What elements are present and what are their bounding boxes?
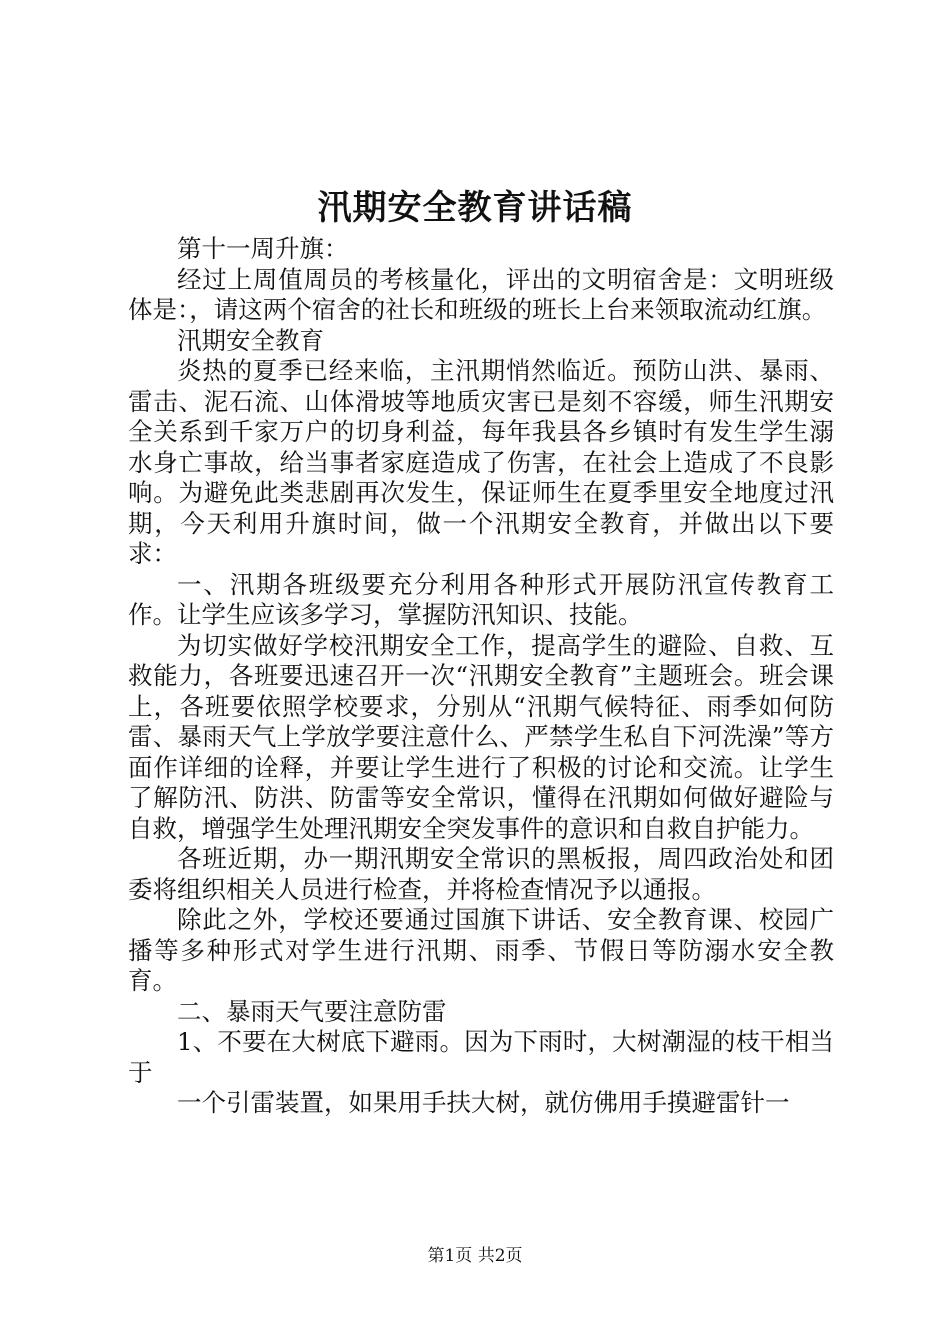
- document-title: 汛期安全教育讲话稿: [317, 188, 633, 228]
- paragraph-summer-warning: 炎热的夏季已经来临，主汛期悄然临近。预防山洪、暴雨、雷击、泥石流、山体滑坡等地质灾害已是刻不容缓，师生汛期安全关系到千家万户的切身利益，每年我县各乡镇时有发生学生溺水身亡事故，给当事者家庭造成了伤害，在社会上造成了不良影响。为避免此类悲剧再次发生，保证师生在夏季里安全地度过汛期，今天利用升旗时间，做一个汛期安全教育，并做出以下要求：: [128, 356, 834, 568]
- paragraph-tree-warning: 1、不要在大树底下避雨。因为下雨时，大树潮湿的枝干相当于: [128, 1027, 834, 1087]
- section-heading-flood-safety: 汛期安全教育: [177, 325, 324, 355]
- paragraph-lightning-rod: 一个引雷装置，如果用手扶大树，就仿佛用手摸避雷针一: [177, 1088, 790, 1117]
- paragraph-class-meeting: 为切实做好学校汛期安全工作，提高学生的避险、自救、互救能力，各班要迅速召开一次“汛期安全教育”主题班会。班会课上，各班要依照学校要求，分别从“汛期气候特征、雨季如何防雷、暴雨天气上学放学要注意什么、严禁学生私自下河洗澡”等方面作详细的诠释，并要让学生进行了积极的讨论和交流。让学生了解防汛、防洪、防雷等安全常识，懂得在汛期如何做好避险与自救，增强学生处理汛期安全突发事件的意识和自救自护能力。: [128, 630, 834, 843]
- section-heading-lightning: 二、暴雨天气要注意防雷: [177, 996, 447, 1026]
- paragraph-blackboard: 各班近期，办一期汛期安全常识的黑板报，周四政治处和团委将组织相关人员进行检查，并将检查情况予以通报。: [128, 844, 834, 904]
- paragraph-intro: 第十一周升旗：: [177, 234, 349, 263]
- paragraph-requirement-one: 一、汛期各班级要充分利用各种形式开展防汛宣传教育工作。让学生应该多学习，掌握防汛知识、技能。: [128, 569, 834, 629]
- paragraph-award: 经过上周值周员的考核量化，评出的文明宿舍是：文明班级体是：，请这两个宿舍的社长和班级的班长上台来领取流动红旗。: [128, 264, 834, 324]
- page-footer: 第1页 共2页: [427, 1246, 523, 1266]
- paragraph-other-measures: 除此之外，学校还要通过国旗下讲话、安全教育课、校园广播等多种形式对学生进行汛期、雨季、节假日等防溺水安全教育。: [128, 905, 834, 995]
- document-body: [128, 234, 834, 1119]
